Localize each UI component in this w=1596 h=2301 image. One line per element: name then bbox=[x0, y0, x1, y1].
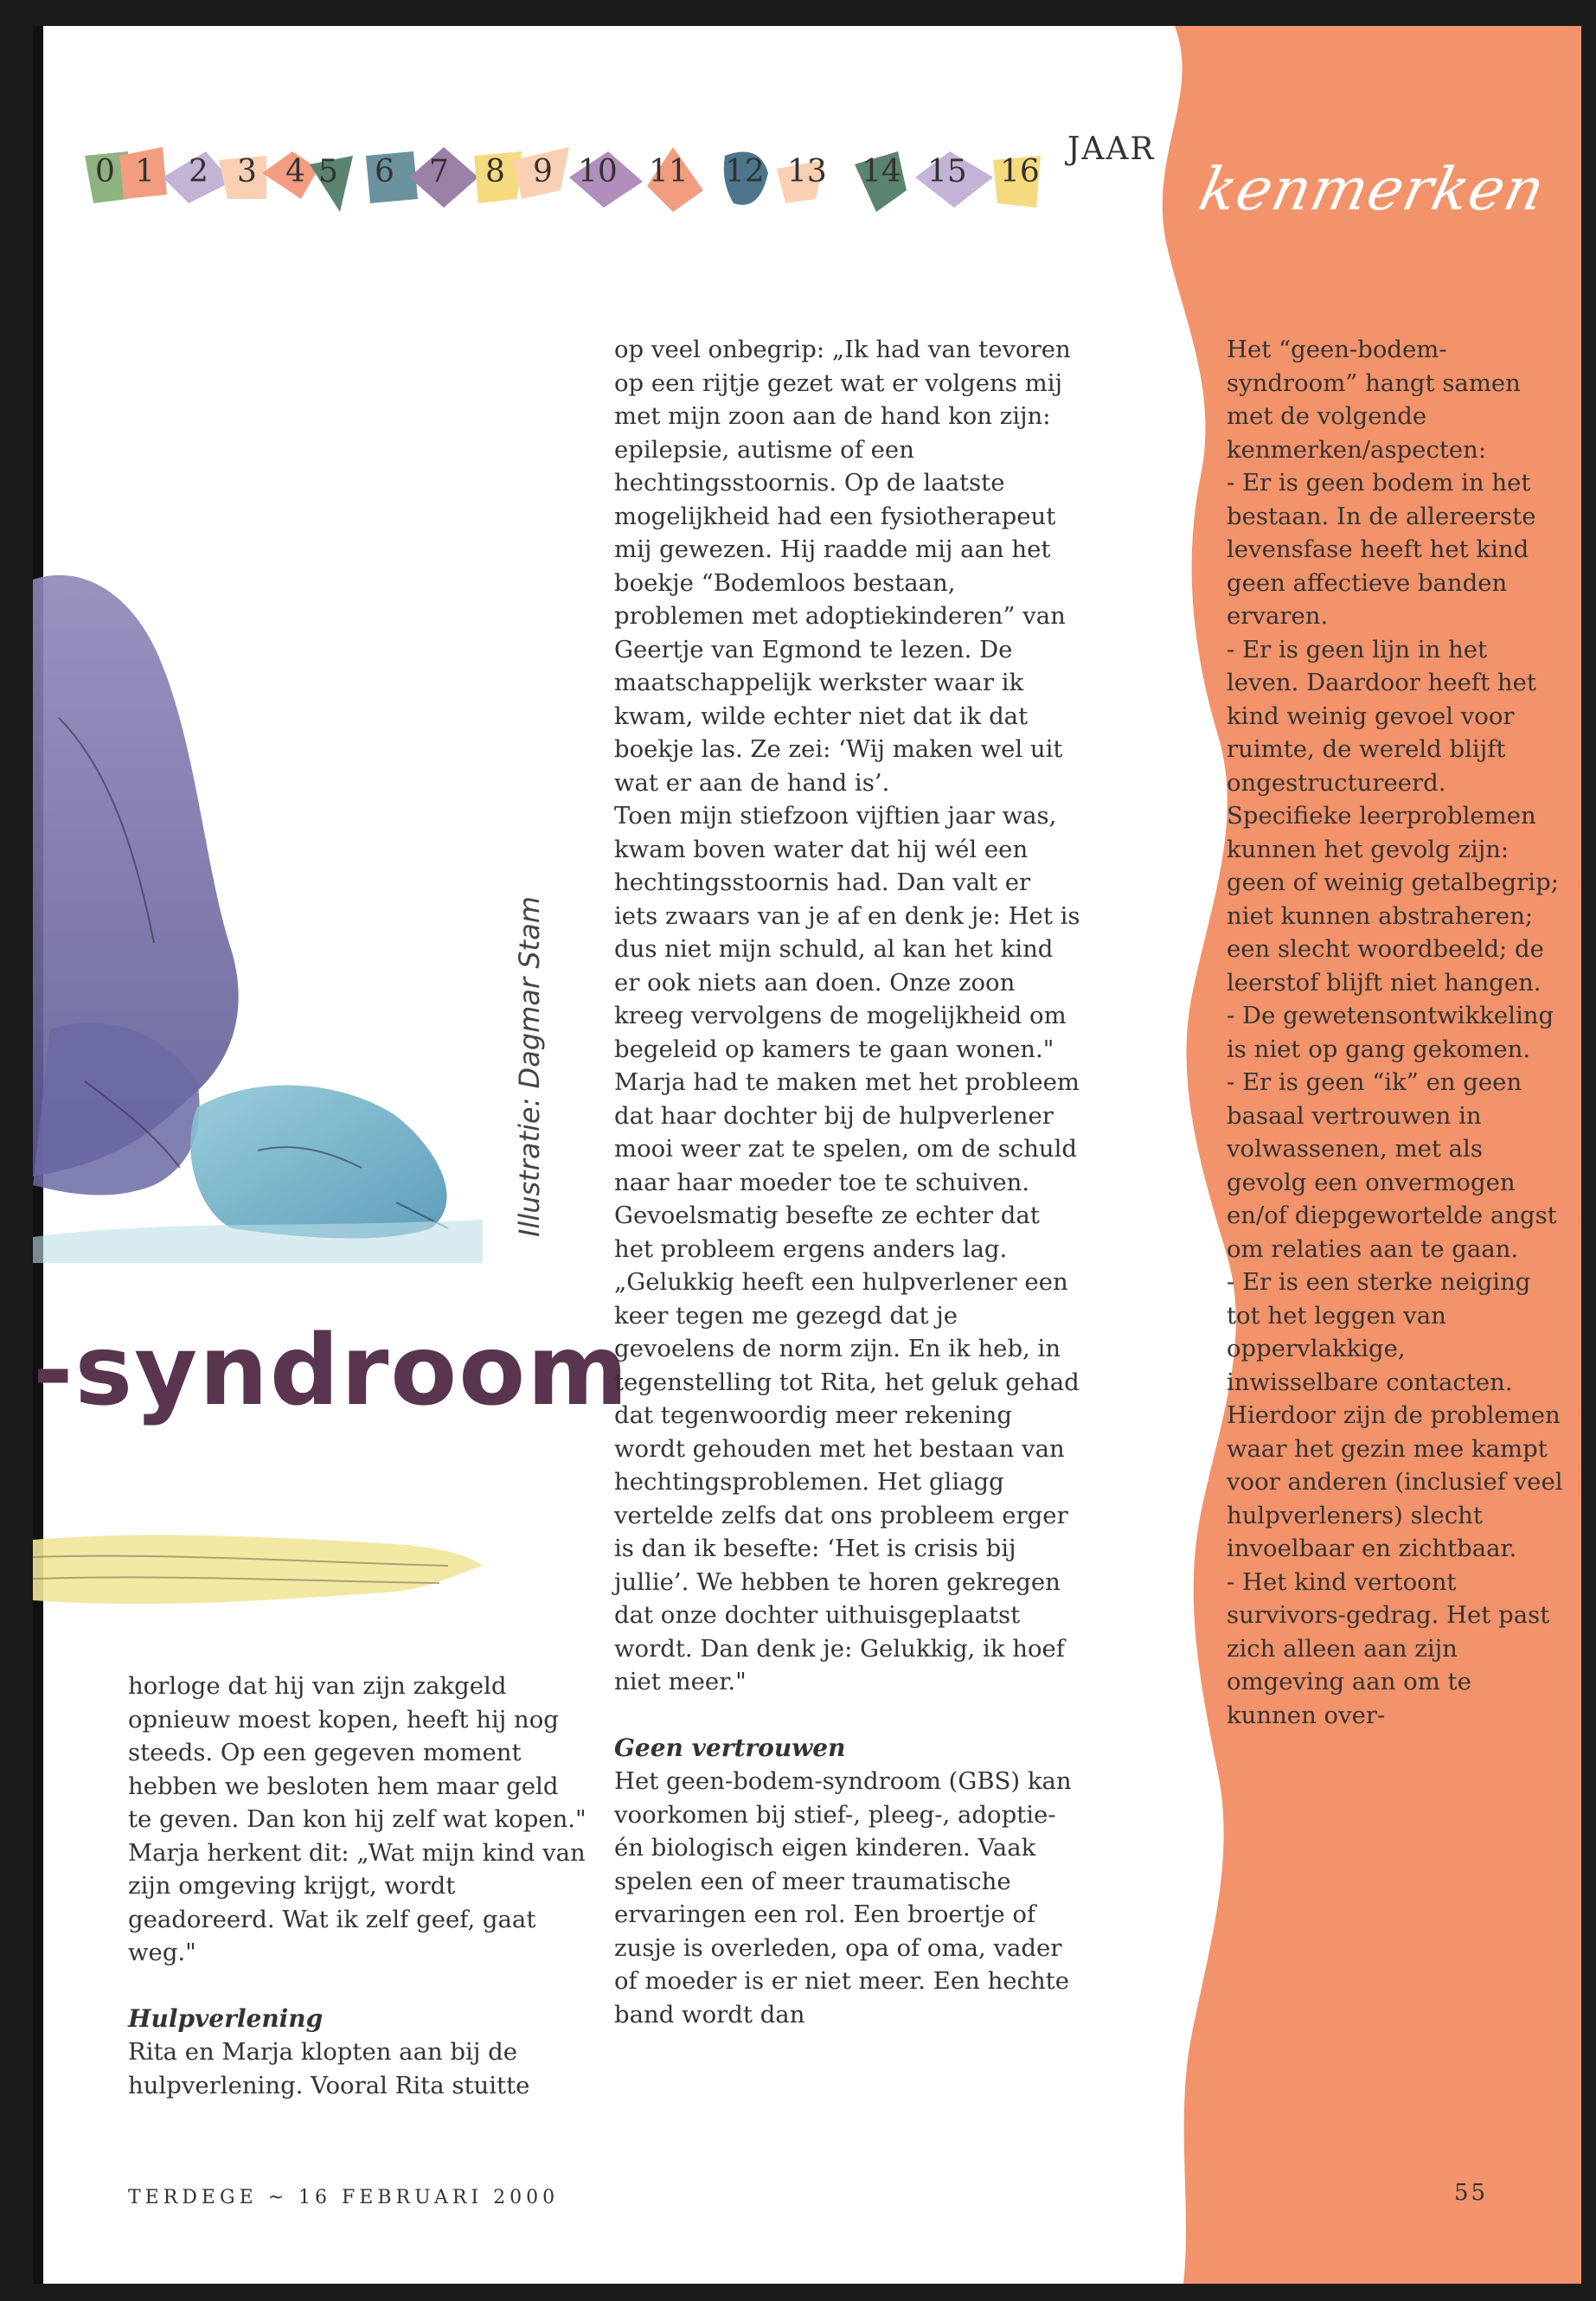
paragraph: Marja had te maken met het probleem dat haar dochter bij de hulpverlener mooi weer zat te spelen, om de schuld naar haar moeder toe te schuiven. Gevoelsmatig besefte ze echter dat het probleem ergens anders lag. „Gelukkig heeft een hulpverlener een keer tegen me gezegd dat je gevoelens de norm zijn. En ik heb, in tegenstelling tot Rita, het geluk gehad dat tegenwoordig meer rekening wordt gehouden met het bestaan van hechtingsproblemen. Het gliagg vertelde zelfs dat ons probleem erger is dan ik besefte: ‘Het is crisis bij jullie’. We hebben te horen gekregen dat onze dochter uithuisgeplaatst wordt. Dan denk je: Gelukkig, ik hoef niet meer." bbox=[614, 1068, 1080, 1695]
age-8: 8 bbox=[485, 154, 505, 189]
age-16: 16 bbox=[1000, 154, 1040, 189]
age-strip bbox=[33, 130, 1157, 225]
subheading-hulpverlening: Hulpverlening bbox=[128, 2003, 324, 2033]
age-14: 14 bbox=[862, 154, 901, 189]
age-15: 15 bbox=[927, 154, 967, 189]
paragraph: Rita en Marja klopten aan bij de hulpverlening. Vooral Rita stuitte bbox=[128, 2038, 530, 2099]
age-12: 12 bbox=[725, 154, 765, 189]
figure-shoe bbox=[190, 1086, 446, 1239]
age-13: 13 bbox=[787, 154, 827, 189]
sidebar-paragraph: - Er is geen “ik” en geen basaal vertrouwen in volwassenen, met als gevolg een onvermogen en/of diepgewortelde angst om relaties aan te gaan. bbox=[1227, 1068, 1557, 1263]
illustration-credit: Illustratie: Dagmar Stam bbox=[513, 896, 546, 1237]
footer-magazine: TERDEGE ~ 16 FEBRUARI 2000 bbox=[128, 2187, 560, 2208]
age-5: 5 bbox=[318, 154, 338, 189]
section-label: kenmerken bbox=[1193, 156, 1552, 224]
sidebar-column bbox=[1227, 333, 1564, 1732]
age-1: 1 bbox=[135, 154, 155, 189]
article-column-2 bbox=[614, 333, 1081, 2031]
subheading-geen-vertrouwen: Geen vertrouwen bbox=[614, 1733, 846, 1762]
sidebar-paragraph: - Er is geen bodem in het bestaan. In de allereerste levensfase heeft het kind geen affectieve banden ervaren. bbox=[1227, 469, 1536, 630]
sidebar-paragraph: Het “geen-bodem-syndroom” hangt samen met de volgende kenmerken/aspecten: bbox=[1227, 336, 1521, 464]
age-0: 0 bbox=[95, 154, 115, 189]
illustration bbox=[33, 545, 552, 1289]
paragraph: op veel onbegrip: „Ik had van tevoren op een rijtje gezet wat er volgens mij met mijn zoon aan de hand kon zijn: epilepsie, autisme of een hechtingsstoornis. Op de laatste mogelijkheid had een fysiotherapeut mij gewezen. Hij raadde mij aan het boekje “Bodemloos bestaan, problemen met adoptiekinderen” van Geertje van Egmond te lezen. De maatschappelijk werkster waar ik kwam, wilde echter niet dat ik dat boekje las. Ze zei: ‘Wij maken wel uit wat er aan de hand is’. bbox=[614, 336, 1071, 797]
sidebar-paragraph: - Er is geen lijn in het leven. Daardoor heeft het kind weinig gevoel voor ruimte, de wereld blijft ongestructureerd. Specifieke leerproblemen kunnen het gevolg zijn: geen of weinig getalbegrip; niet kunnen abstraheren; een slecht woordbeeld; de leerstof blijft niet hangen. bbox=[1227, 635, 1559, 997]
article-column-1 bbox=[128, 1670, 586, 2102]
sidebar-paragraph: - Er is een sterke neiging tot het leggen van oppervlakkige, inwisselbare contacten. Hierdoor zijn de problemen waar het gezin mee kampt voor anderen (inclusief veel hulpverleners) slecht invoelbaar en zichtbaar. bbox=[1227, 1268, 1563, 1562]
paragraph: Het geen-bodem-syndroom (GBS) kan voorkomen bij stief-, pleeg-, adoptie- én biologisch eigen kinderen. Vaak spelen een of meer traumatische ervaringen een rol. Een broertje of zusje is overleden, opa of oma, vader of moeder is er niet meer. Een hechte band wordt dan bbox=[614, 1767, 1072, 2029]
age-2: 2 bbox=[189, 154, 208, 189]
sidebar-paragraph: - De gewetensontwikkeling is niet op gang gekomen. bbox=[1227, 1002, 1554, 1063]
age-unit-label: JAAR bbox=[1067, 131, 1156, 167]
ground-wash bbox=[33, 1220, 483, 1263]
age-11: 11 bbox=[649, 154, 689, 189]
paragraph: Marja herkent dit: „Wat mijn kind van zijn omgeving krijgt, wordt geadoreerd. Wat ik zelf geef, gaat weg." bbox=[128, 1838, 586, 1966]
age-7: 7 bbox=[429, 154, 449, 189]
age-9: 9 bbox=[533, 154, 553, 189]
rope-illustration bbox=[33, 1514, 483, 1626]
age-4: 4 bbox=[285, 154, 305, 189]
article-title: -syndroom bbox=[33, 1315, 630, 1427]
magazine-page bbox=[33, 26, 1581, 2284]
age-6: 6 bbox=[375, 154, 394, 189]
sidebar-paragraph: - Het kind vertoont survivors-gedrag. Het past zich alleen aan zijn omgeving aan om te kunnen over- bbox=[1227, 1567, 1550, 1729]
age-10: 10 bbox=[578, 154, 618, 189]
page-number: 55 bbox=[1454, 2180, 1489, 2206]
paragraph: horloge dat hij van zijn zakgeld opnieuw moest kopen, heeft hij nog steeds. Op een gegeven moment hebben we besloten hem maar geld te geven. Dan kon hij zelf wat kopen." bbox=[128, 1672, 586, 1833]
age-3: 3 bbox=[237, 154, 257, 189]
paragraph: Toen mijn stiefzoon vijftien jaar was, kwam boven water dat hij wél een hechtingsstoornis had. Dan valt er iets zwaars van je af en denk je: Het is dus niet mijn schuld, al kan het kind er ook niets aan doen. Onze zoon kreeg vervolgens de mogelijkheid om begeleid op kamers te gaan wonen." bbox=[614, 802, 1080, 1063]
